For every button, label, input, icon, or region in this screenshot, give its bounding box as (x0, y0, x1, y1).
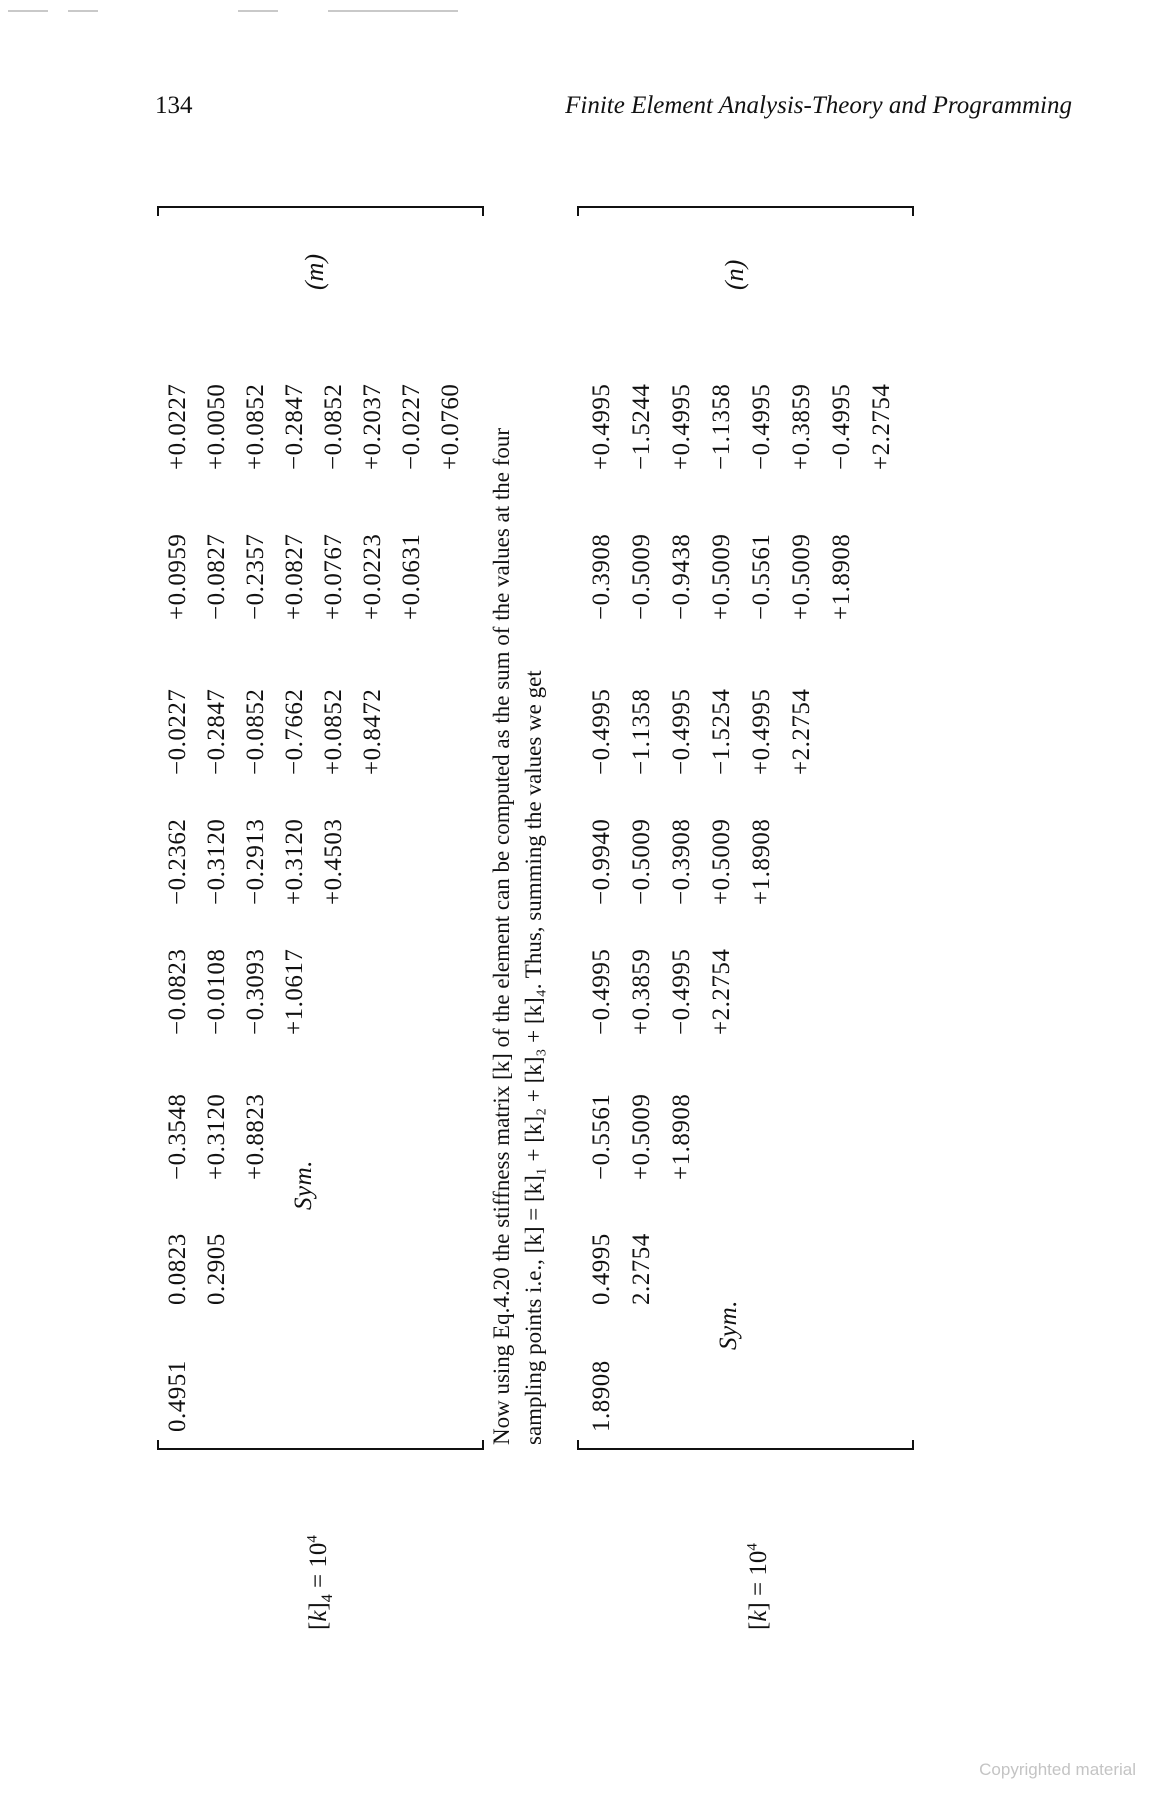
matrix-m-cell: −0.3093 (242, 948, 269, 1035)
matrix-m-cell: 0.2905 (203, 1233, 230, 1305)
matrix-m-cell: +0.2037 (359, 383, 386, 470)
matrix-m-cell: +0.0852 (242, 383, 269, 470)
matrix-n-cell: −0.3908 (668, 818, 695, 905)
scan-marks (8, 6, 528, 16)
matrix-n-cell: −0.5561 (748, 533, 775, 620)
matrix-m-cell: −0.0227 (398, 383, 425, 470)
matrix-m-cell: +0.4503 (320, 818, 347, 905)
matrix-n-cell: 1.8908 (588, 1360, 615, 1432)
matrix-n-cell: +0.4995 (588, 383, 615, 470)
matrix-m-cell: −0.2847 (281, 383, 308, 470)
matrix-m-cell: −0.2847 (203, 688, 230, 775)
matrix-n-cell: −0.4995 (668, 688, 695, 775)
matrix-n-sym: Sym. (715, 1300, 742, 1350)
matrix-m-cell: −0.0827 (203, 533, 230, 620)
matrix-n-cell: −0.9940 (588, 818, 615, 905)
matrix-m-cell: +0.0050 (203, 383, 230, 470)
matrix-n-cell: +0.4995 (668, 383, 695, 470)
matrix-n-cell: +0.3859 (788, 383, 815, 470)
matrix-m-cell: +0.0767 (320, 533, 347, 620)
matrix-n-cell: +0.5009 (708, 533, 735, 620)
matrix-n-cell: +2.2754 (708, 948, 735, 1035)
matrix-n-cell: −1.1358 (628, 688, 655, 775)
matrix-n-cell: −0.3908 (588, 533, 615, 620)
matrix-n-cell: −0.5009 (628, 818, 655, 905)
matrix-n-cell: +1.8908 (828, 533, 855, 620)
matrix-m-cell: 0.4951 (164, 1360, 191, 1432)
matrix-m (150, 210, 480, 1650)
matrix-m-cell: −0.3548 (164, 1093, 191, 1180)
matrix-n-cell: +1.8908 (668, 1093, 695, 1180)
matrix-n-label-text: $[k] = 10^4$ (745, 1543, 773, 1630)
matrix-m-cell: −0.2362 (164, 818, 191, 905)
matrix-n-cell: +2.2754 (868, 383, 895, 470)
matrix-m-cell: +0.0227 (164, 383, 191, 470)
matrix-n-cell: −0.5561 (588, 1093, 615, 1180)
matrix-m-cell: +0.0631 (398, 533, 425, 620)
matrix-n-cell: +0.4995 (748, 688, 775, 775)
matrix-n-cell: −0.4995 (828, 383, 855, 470)
matrix-n-cell: −0.9438 (668, 533, 695, 620)
matrix-m-cell: +0.0827 (281, 533, 308, 620)
matrix-m-cell: +0.0223 (359, 533, 386, 620)
matrix-n-label (745, 1543, 773, 1630)
matrix-n (570, 210, 920, 1650)
matrix-n-cell: +0.3859 (628, 948, 655, 1035)
body-paragraph (486, 215, 550, 1445)
page-number: 134 (155, 92, 193, 119)
matrix-m-cell: +0.0959 (164, 533, 191, 620)
matrix-m-cell: +0.0852 (320, 688, 347, 775)
matrix-n-cell: +0.5009 (708, 818, 735, 905)
matrix-m-cell: +0.3120 (203, 1093, 230, 1180)
matrix-m-cell: +0.8823 (242, 1093, 269, 1180)
matrix-n-cell: −1.5244 (628, 383, 655, 470)
matrix-n-cell: −0.4995 (588, 948, 615, 1035)
matrix-n-cell: −1.1358 (708, 383, 735, 470)
matrix-m-cell: −0.0852 (320, 383, 347, 470)
matrix-n-cell: +0.5009 (628, 1093, 655, 1180)
matrix-m-tag: (m) (300, 253, 329, 290)
matrix-n-cell: −1.5254 (708, 688, 735, 775)
paragraph-line-2: sampling points i.e., [k] = [k]₁ + [k]₂ + [k]₃ + [k]₄. Thus, summing the values we get (521, 670, 546, 1445)
matrix-n-cell: +0.5009 (788, 533, 815, 620)
matrix-m-cell: +0.3120 (281, 818, 308, 905)
matrix-m-label-text: $[k]_4 = 10^4$ (305, 1535, 337, 1630)
matrix-m-cell: +1.0617 (281, 948, 308, 1035)
paragraph-line-1: Now using Eq.4.20 the stiffness matrix [k] of the element can be computed as the sum of the values at the four (489, 427, 514, 1445)
matrix-n-cell: +1.8908 (748, 818, 775, 905)
matrix-m-cell: −0.2913 (242, 818, 269, 905)
matrix-m-cell: +0.0760 (437, 383, 464, 470)
matrix-m-cell: +0.8472 (359, 688, 386, 775)
matrix-m-cell: −0.0108 (203, 948, 230, 1035)
rotated-content (150, 210, 1085, 1650)
matrix-m-sym: Sym. (290, 1160, 317, 1210)
matrix-n-cell: −0.4995 (668, 948, 695, 1035)
copyright-watermark: Copyrighted material (979, 1760, 1136, 1779)
matrix-n-cell: −0.4995 (748, 383, 775, 470)
matrix-m-cell: 0.0823 (164, 1233, 191, 1305)
matrix-n-cell: 2.2754 (628, 1233, 655, 1305)
matrix-n-cell: 0.4995 (588, 1233, 615, 1305)
matrix-m-cell: −0.2357 (242, 533, 269, 620)
running-head: Finite Element Analysis-Theory and Programming (565, 92, 1072, 119)
matrix-n-cell: +2.2754 (788, 688, 815, 775)
matrix-m-cell: −0.0227 (164, 688, 191, 775)
matrix-m-cell: −0.0852 (242, 688, 269, 775)
matrix-m-cell: −0.3120 (203, 818, 230, 905)
matrix-m-cell: −0.0823 (164, 948, 191, 1035)
matrix-m-label (305, 1535, 337, 1630)
matrix-n-cell: −0.4995 (588, 688, 615, 775)
matrix-n-cell: −0.5009 (628, 533, 655, 620)
matrix-m-cell: −0.7662 (281, 688, 308, 775)
matrix-n-tag: (n) (720, 259, 749, 290)
